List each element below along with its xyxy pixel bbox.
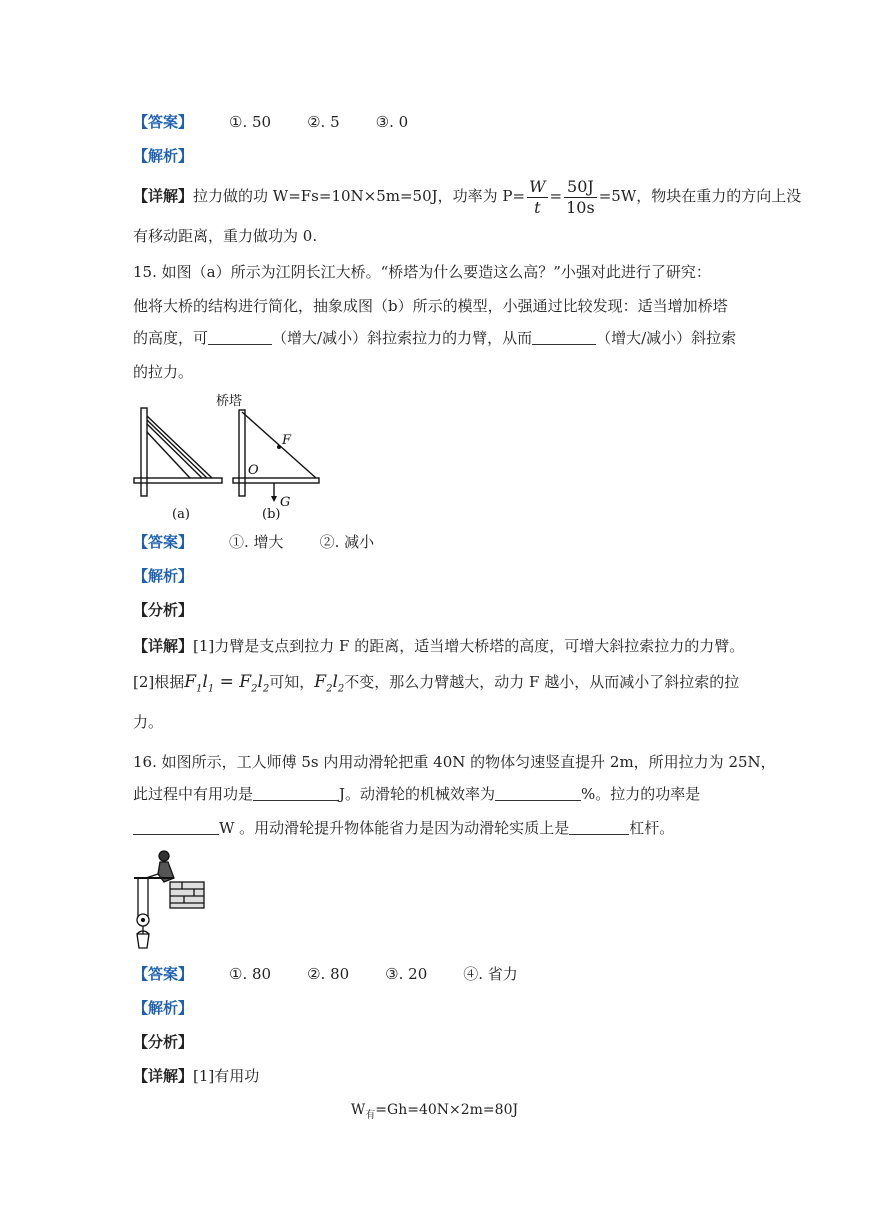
answer-option: ③. 20 [385, 965, 428, 983]
fill-blank [495, 786, 581, 801]
figure-b-model [233, 410, 319, 498]
fill-blank [569, 820, 629, 835]
fill-blank [133, 820, 219, 835]
answer-option: ④. 省力 [463, 965, 518, 983]
q14-detail-line2: 有移动距离，重力做功为 0. [133, 227, 318, 245]
q15-detail-line2: [2]根据$F_1l_1 = F_2l_2$可知，$F_2l_2$不变，那么力臂越大，动力 F 越小，从而减小了斜拉索的拉 [133, 672, 740, 695]
q15-text-line1: 15. 如图（a）所示为江阴长江大桥。“桥塔为什么要造这么高？”小强对此进行了研究： [133, 263, 711, 281]
q15-answer-line: 【答案】 ①. 增大 ②. 减小 [133, 533, 375, 551]
lever-formula: $F_1l_1 = F_2l_2$ [184, 672, 270, 695]
figure-b-label: (b) [262, 507, 281, 522]
q15-text-line2: 他将大桥的结构进行简化，抽象成图（b）所示的模型，小强通过比较发现：适当增加桥塔 [133, 297, 728, 315]
fraction-50j-over-10s: $\frac{50J}{10s}$ [566, 176, 595, 217]
q16-text-line1: 16. 如图所示，工人师傅 5s 内用动滑轮把重 40N 的物体匀速竖直提升 2m，所用拉力为 25N， [133, 753, 776, 771]
equals-sign: = [549, 187, 563, 205]
fill-blank [208, 330, 272, 345]
gravity-arrow-icon [271, 496, 277, 502]
q16-answer-line: 【答案】 ①. 80 ②. 80 ③. 20 ④. 省力 [133, 965, 518, 983]
q15-text-line3: 的高度，可 （增大/减小）斜拉索拉力的力臂，从而 （增大/减小）斜拉索 [133, 329, 737, 347]
q16-detail-line1: 【详解】[1]有用功 [133, 1067, 260, 1085]
answer-option: ②. 5 [307, 113, 340, 131]
q14-answer-line [133, 112, 408, 132]
detail-text: 拉力做的功 W=Fs=10N×5m=50J，功率为 P= [193, 187, 526, 205]
answer-option: ①. 增大 [229, 533, 284, 551]
q15-detail-line3: 力。 [133, 713, 164, 731]
analysis-tag: 【解析】 [133, 567, 194, 585]
pulley-figure [134, 848, 208, 952]
fraction-w-over-t: $\frac{W}{t}$ [529, 176, 546, 217]
answer-tag: 【答案】 [133, 113, 194, 131]
analyze-tag: 【分析】 [133, 601, 194, 619]
analyze-tag: 【分析】 [133, 1033, 194, 1051]
answer-option: ①. 80 [229, 965, 272, 983]
answer-option: ②. 80 [307, 965, 350, 983]
answer-option: ②. 减小 [319, 533, 375, 551]
tower-label: 桥塔 [216, 394, 243, 409]
lever-product: $F_2l_2$ [314, 672, 345, 695]
detail-tag: 【详解】 [133, 187, 194, 205]
q16-text-line2: 此过程中有用功是 J。动滑轮的机械效率为 %。拉力的功率是 [133, 785, 701, 803]
pivot-label: O [248, 463, 259, 478]
bridge-figure [132, 390, 332, 526]
answer-option: ①. 50 [229, 113, 272, 131]
force-point-icon [277, 445, 281, 449]
q15-text-line4: 的拉力。 [133, 363, 194, 381]
q16-text-line3: W 。用动滑轮提升物体能省力是因为动滑轮实质上是 杠杆。 [133, 818, 674, 838]
figure-a-bridge [134, 408, 222, 496]
analysis-tag: 【解析】 [133, 999, 194, 1017]
fill-blank [253, 786, 339, 801]
fill-blank [532, 330, 596, 345]
detail-text: =5W，物块在重力的方向上没 [598, 187, 802, 205]
gravity-label: G [280, 495, 291, 510]
answer-option: ③. 0 [375, 113, 409, 131]
figure-a-label: (a) [172, 507, 190, 522]
q14-detail-line1 [133, 176, 801, 218]
q15-detail-line1: 【详解】[1]力臂是支点到拉力 F 的距离，适当增大桥塔的高度，可增大斜拉索拉力的力臂。 [133, 637, 745, 655]
force-label: F [282, 433, 292, 448]
useful-work-formula: $W_有=Gh=40N\times 2m=80J$ [350, 1102, 519, 1121]
analysis-tag: 【解析】 [133, 147, 194, 165]
